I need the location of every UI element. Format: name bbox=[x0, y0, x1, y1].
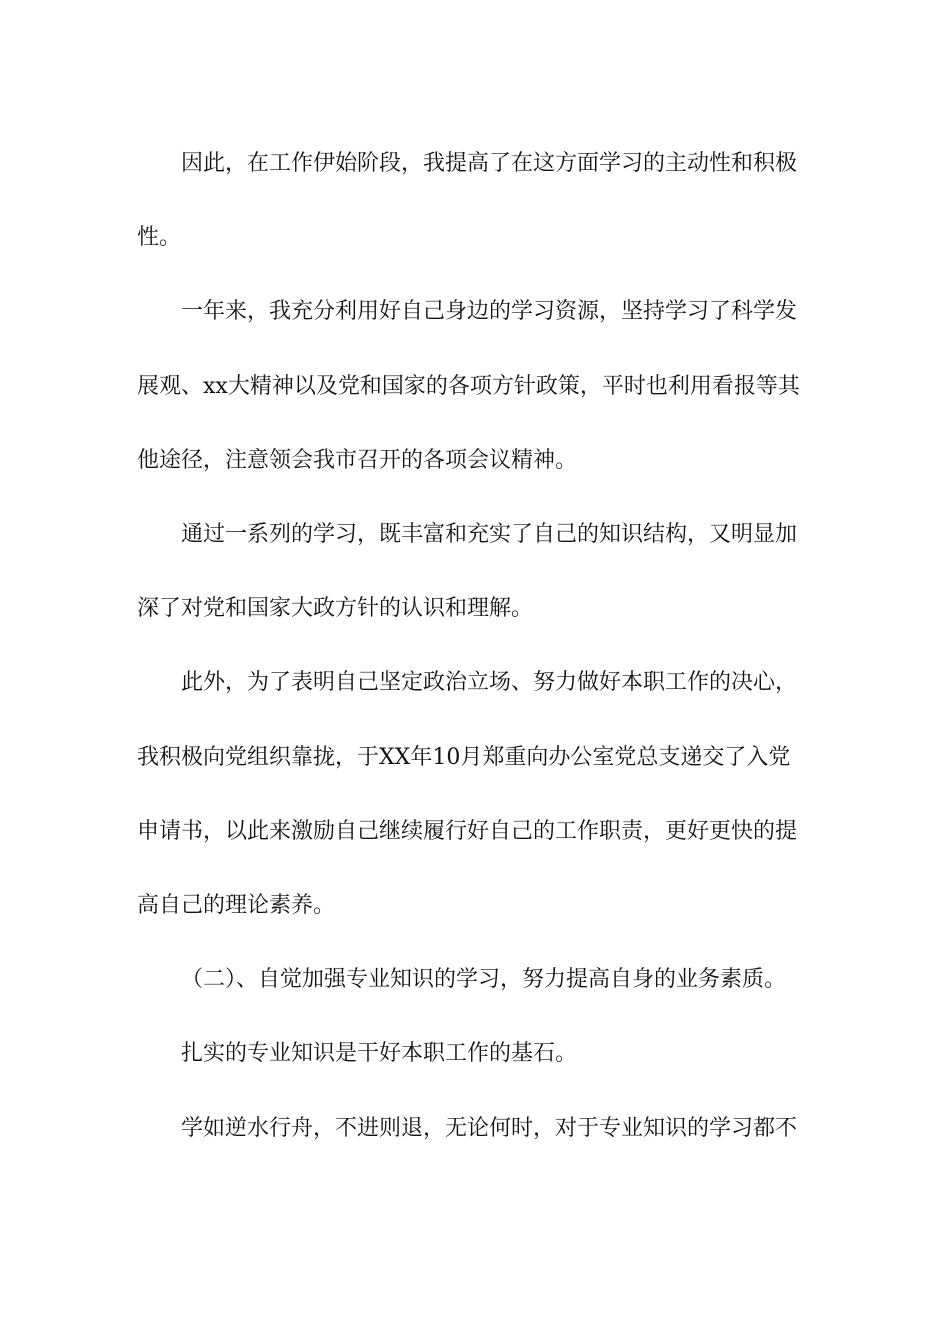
paragraph-line: 因此，在工作伊始阶段，我提高了在这方面学习的主动性和积极 bbox=[181, 151, 798, 176]
paragraph-line: 学如逆水行舟，不进则退，无论何时，对于专业知识的学习都不 bbox=[181, 1116, 798, 1141]
paragraph-line: 此外，为了表明自己坚定政治立场、努力做好本职工作的决心， bbox=[181, 670, 798, 695]
paragraph-line: 深了对党和国家大政方针的认识和理解。 bbox=[137, 596, 534, 621]
paragraph-line: 展观、xx大精神以及党和国家的各项方针政策，平时也利用看报等其 bbox=[137, 374, 800, 399]
paragraph-line: 申请书，以此来激励自己继续履行好自己的工作职责，更好更快的提 bbox=[137, 819, 798, 844]
paragraph-line: 他途径，注意领会我市召开的各项会议精神。 bbox=[137, 448, 578, 473]
paragraph-line: 通过一系列的学习，既丰富和充实了自己的知识结构，又明显加 bbox=[181, 522, 798, 547]
paragraph-line: 一年来，我充分利用好自己身边的学习资源，坚持学习了科学发 bbox=[181, 299, 798, 324]
paragraph-line: 我积极向党组织靠拢，于XX年10月郑重向办公室党总支递交了入党 bbox=[137, 745, 791, 770]
paragraph-line: 扎实的专业知识是干好本职工作的基石。 bbox=[181, 1041, 578, 1066]
paragraph-line: 高自己的理论素养。 bbox=[137, 893, 336, 918]
section-heading: （二）、自觉加强专业知识的学习，努力提高自身的业务素质。 bbox=[181, 967, 787, 992]
paragraph-line: 性。 bbox=[137, 225, 182, 250]
